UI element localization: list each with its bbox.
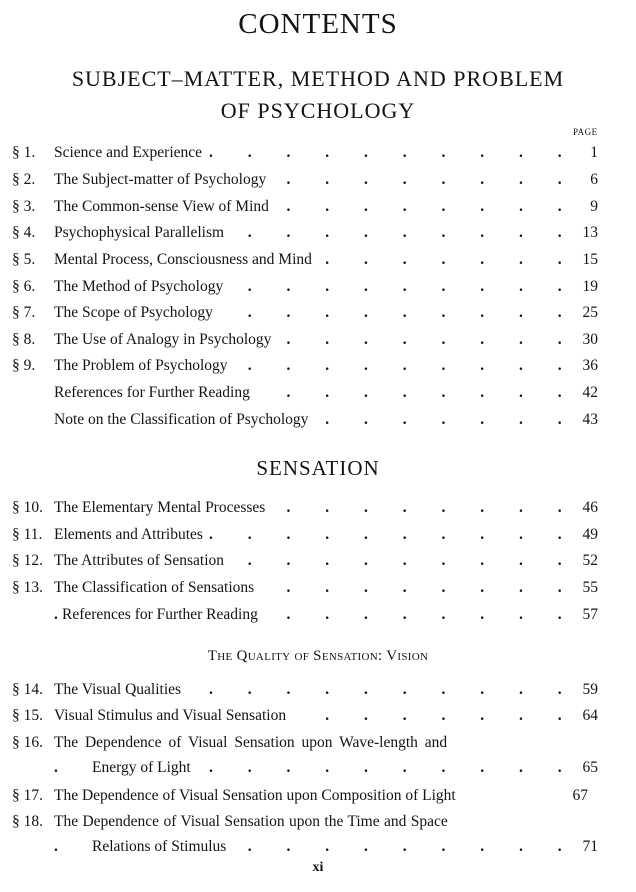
entry-title: Elements and Attributes [54,525,209,545]
toc-entry[interactable] [12,578,598,598]
page-number: 59 [582,681,598,698]
toc-entry[interactable] [12,410,598,430]
toc-entry-continuation[interactable] [12,837,598,857]
section-number: § 8. [12,331,36,348]
page-number: 46 [582,499,598,516]
entry-title: The Subject-matter of Psychology [54,170,272,190]
section-subheading: The Quality of Sensation: Vision [207,648,429,664]
section-number: § 12. [12,552,43,569]
entry-title: The Attributes of Sensation [54,551,230,571]
toc-entry-continuation[interactable] [12,758,598,778]
toc-entry[interactable] [12,197,598,217]
toc-entry[interactable] [12,277,598,297]
toc-entry[interactable] [12,525,598,545]
page-number: 57 [582,606,598,623]
section-number: § 7. [12,304,36,321]
section-number: § 11. [12,526,43,543]
entry-title: The Dependence of Visual Sensation upon the Time and Space [54,813,448,830]
part-heading: SENSATION [256,456,380,480]
page-number: 1 [590,144,598,161]
page-number: 6 [590,171,598,188]
page-number: 42 [582,384,598,401]
section-number: § 6. [12,278,36,295]
entry-title: The Dependence of Visual Sensation upon Composition of Light [54,787,456,804]
toc-entry[interactable] [12,605,598,625]
part-heading-line2: OF PSYCHOLOGY [220,98,416,123]
entry-title: References for Further Reading [62,605,264,625]
entry-title: The Problem of Psychology [54,356,234,376]
entry-title: The Common-sense View of Mind [54,197,275,217]
entry-title-continuation: Energy of Light [92,758,197,778]
page-number: 25 [582,304,598,321]
section-number: § 3. [12,198,36,215]
page-number: 13 [582,224,598,241]
entry-title: The Use of Analogy in Psychology [54,330,277,350]
section-number: § 1. [12,144,36,161]
page-number: 64 [582,707,598,724]
section-number: § 16. [12,734,43,751]
page-number: 19 [582,278,598,295]
page-title: CONTENTS [238,8,398,40]
section-number: § 13. [12,579,43,596]
entry-title: References for Further Reading [54,383,256,403]
toc-entry[interactable] [12,551,598,571]
section-number: § 10. [12,499,43,516]
entry-title: Note on the Classification of Psychology [54,410,314,430]
toc-entry[interactable] [12,170,598,190]
entry-title: The Visual Qualities [54,680,187,700]
entry-title: The Scope of Psychology [54,303,219,323]
page-number: 55 [582,579,598,596]
toc-entry[interactable] [12,706,598,726]
page-number: 49 [582,526,598,543]
toc-entry[interactable] [12,680,598,700]
page-number: 71 [582,838,598,855]
section-number: § 9. [12,357,36,374]
page-number: 30 [582,331,598,348]
page-number: 15 [582,251,598,268]
toc-entry[interactable] [12,498,598,518]
page-number: 9 [590,198,598,215]
page-number: 36 [582,357,598,374]
page-number: 67 [572,787,588,804]
section-number: § 15. [12,707,43,724]
toc-entry[interactable] [12,383,598,403]
section-number: § 17. [12,787,43,804]
part-heading-line1: SUBJECT–MATTER, METHOD AND PROBLEM [71,66,565,91]
page-number: 65 [582,759,598,776]
page-folio: xi [312,860,324,875]
toc-entry[interactable] [12,143,598,163]
entry-title: The Dependence of Visual Sensation upon Wave-length and [54,734,448,751]
section-number: § 4. [12,224,36,241]
page-number: 43 [582,411,598,428]
page-number: 52 [582,552,598,569]
entry-title: The Method of Psychology [54,277,229,297]
toc-entry[interactable] [12,303,598,323]
entry-title: Science and Experience [54,143,208,163]
toc-entry[interactable] [12,330,598,350]
toc-entry[interactable] [12,356,598,376]
entry-title: Mental Process, Consciousness and Mind [54,250,318,270]
section-number: § 14. [12,681,43,698]
section-number: § 2. [12,171,36,188]
section-number: § 18. [12,813,43,830]
entry-title: Visual Stimulus and Visual Sensation [54,706,292,726]
entry-title-continuation: Relations of Stimulus [92,837,232,857]
toc-entry[interactable] [12,223,598,243]
page-column-label: PAGE [573,127,598,137]
entry-title: The Classification of Sensations [54,578,260,598]
entry-title: Psychophysical Parallelism [54,223,230,243]
toc-entry[interactable] [12,250,598,270]
entry-title: The Elementary Mental Processes [54,498,271,518]
section-number: § 5. [12,251,36,268]
